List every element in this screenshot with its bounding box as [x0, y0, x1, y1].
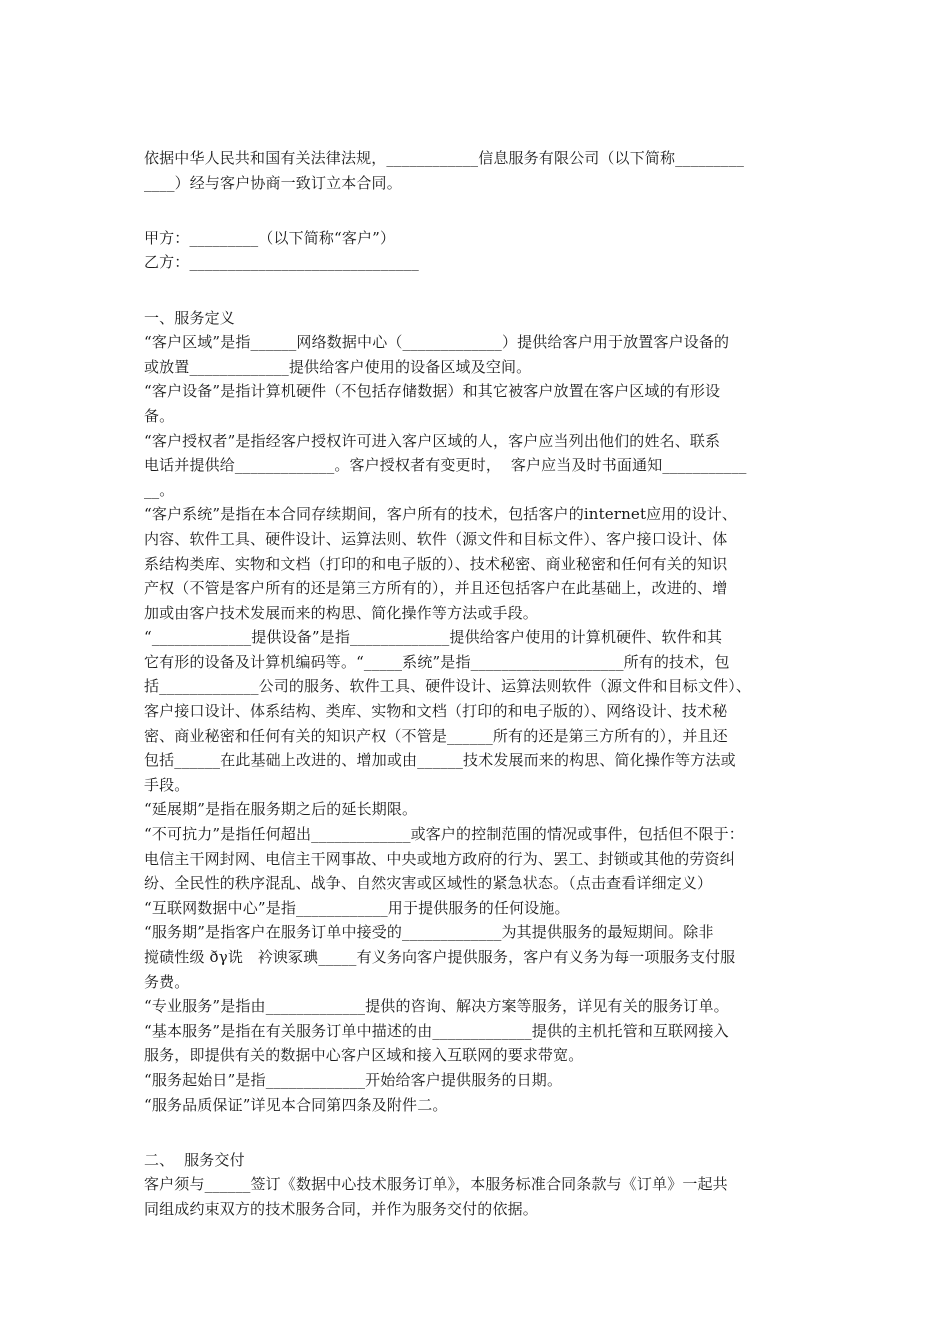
body-line: “不可抗力”是指任何超出_____________或客户的控制范围的情况或事件，包括但不限于： — [144, 825, 744, 844]
body-line: 密、商业秘密和任何有关的知识产权（不管是______所有的还是第三方所有的），并且还 — [144, 726, 728, 745]
body-line: “客户设备”是指计算机硬件（不包括存储数据）和其它被客户放置在客户区域的有形设 — [144, 382, 721, 401]
body-line: 客户须与______签订《数据中心技术服务订单》，本服务标准合同条款与《订单》一起共 — [144, 1175, 728, 1194]
section-heading: 二、 服务交付 — [144, 1150, 245, 1169]
party-b-line: 乙方：______________________________ — [144, 253, 419, 272]
body-line: 电话并提供给_____________。客户授权者有变更时， 客户应当及时书面通知___________ — [144, 456, 747, 475]
section-service-definition — [144, 306, 824, 1118]
section-service-delivery — [144, 1148, 824, 1222]
body-line: “客户系统”是指在本合同存续期间，客户所有的技术，包括客户的internet应用的设计、 — [144, 505, 738, 524]
spacer — [144, 275, 824, 300]
body-line: “_____________提供设备”是指_____________提供给客户使用的计算机硬件、软件和其 — [144, 628, 723, 647]
body-line: “客户区域”是指______网络数据中心（_____________）提供给客户用于放置客户设备的 — [144, 333, 730, 352]
body-line: 加或由客户技术发展而来的构思、简化操作等方法或手段。 — [144, 603, 538, 622]
body-line: 内容、软件工具、硬件设计、运算法则、软件（源文件和目标文件）、客户接口设计、体 — [144, 529, 728, 548]
body-line: 同组成约束双方的技术服务合同，并作为服务交付的依据。 — [144, 1199, 538, 1218]
body-line: “服务期”是指客户在服务订单中接受的_____________为其提供服务的最短期间。除非 — [144, 923, 714, 942]
section-heading: 一、服务定义 — [144, 308, 235, 327]
body-line: “服务品质保证”详见本合同第四条及附件二。 — [144, 1095, 448, 1114]
body-line: “互联网数据中心”是指____________用于提供服务的任何设施。 — [144, 898, 570, 917]
spacer — [144, 195, 824, 220]
body-line: “客户授权者”是指经客户授权许可进入客户区域的人，客户应当列出他们的姓名、联系 — [144, 431, 721, 450]
body-line: “基本服务”是指在有关服务订单中描述的由_____________提供的主机托管和互联网接入 — [144, 1021, 729, 1040]
body-line: 产权（不管是客户所有的还是第三方所有的），并且还包括客户在此基础上，改进的、增 — [144, 579, 728, 598]
document-page — [144, 146, 824, 1222]
parties — [144, 226, 824, 275]
body-line: 务费。 — [144, 972, 190, 991]
body-line: 电信主干网封网、电信主干网事故、中央或地方政府的行为、罢工、封锁或其他的劳资纠 — [144, 849, 735, 868]
body-line: 客户接口设计、体系结构、类库、实物和文档（打印的和电子版的）、网络设计、技术秘 — [144, 702, 728, 721]
body-line: 括_____________公司的服务、软件工具、硬件设计、运算法则软件（源文件和目标文件）、 — [144, 677, 752, 696]
body-line: “专业服务”是指由_____________提供的咨询、解决方案等服务，详见有关的服务订单。 — [144, 997, 729, 1016]
body-line: __。 — [144, 480, 175, 499]
preamble-line: ____）经与客户协商一致订立本合同。 — [144, 173, 402, 192]
body-line: 手段。 — [144, 775, 190, 794]
body-line: 服务，即提供有关的数据中心客户区域和接入互联网的要求带宽。 — [144, 1046, 584, 1065]
body-line: 包括______在此基础上改进的、增加或由______技术发展而来的构思、简化操作等方法或 — [144, 751, 736, 770]
body-line: 纷、全民性的秩序混乱、战争、自然灾害或区域性的紧急状态。（点击查看详细定义） — [144, 874, 713, 893]
body-line: 系结构类库、实物和文档（打印的和电子版的）、技术秘密、商业秘密和任何有关的知识 — [144, 554, 728, 573]
preamble — [144, 146, 824, 195]
body-line: 备。 — [144, 406, 175, 425]
body-line: “延展期”是指在服务期之后的延长期限。 — [144, 800, 418, 819]
body-line: 搅碛性级 ðγ诜 衿谀冢琠_____有义务向客户提供服务，客户有义务为每一项服务支付服 — [144, 948, 736, 966]
body-line: 或放置_____________提供给客户使用的设备区域及空间。 — [144, 357, 532, 376]
spacer — [144, 1117, 824, 1142]
preamble-line: 依据中华人民共和国有关法律法规，____________信息服务有限公司（以下简称_________ — [144, 149, 745, 167]
body-line: 它有形的设备及计算机编码等。“_____系统”是指____________________所有的技术，包 — [144, 652, 730, 671]
party-a-line: 甲方：_________（以下简称“客户”） — [144, 228, 396, 247]
body-line: “服务起始日”是指_____________开始给客户提供服务的日期。 — [144, 1070, 563, 1089]
